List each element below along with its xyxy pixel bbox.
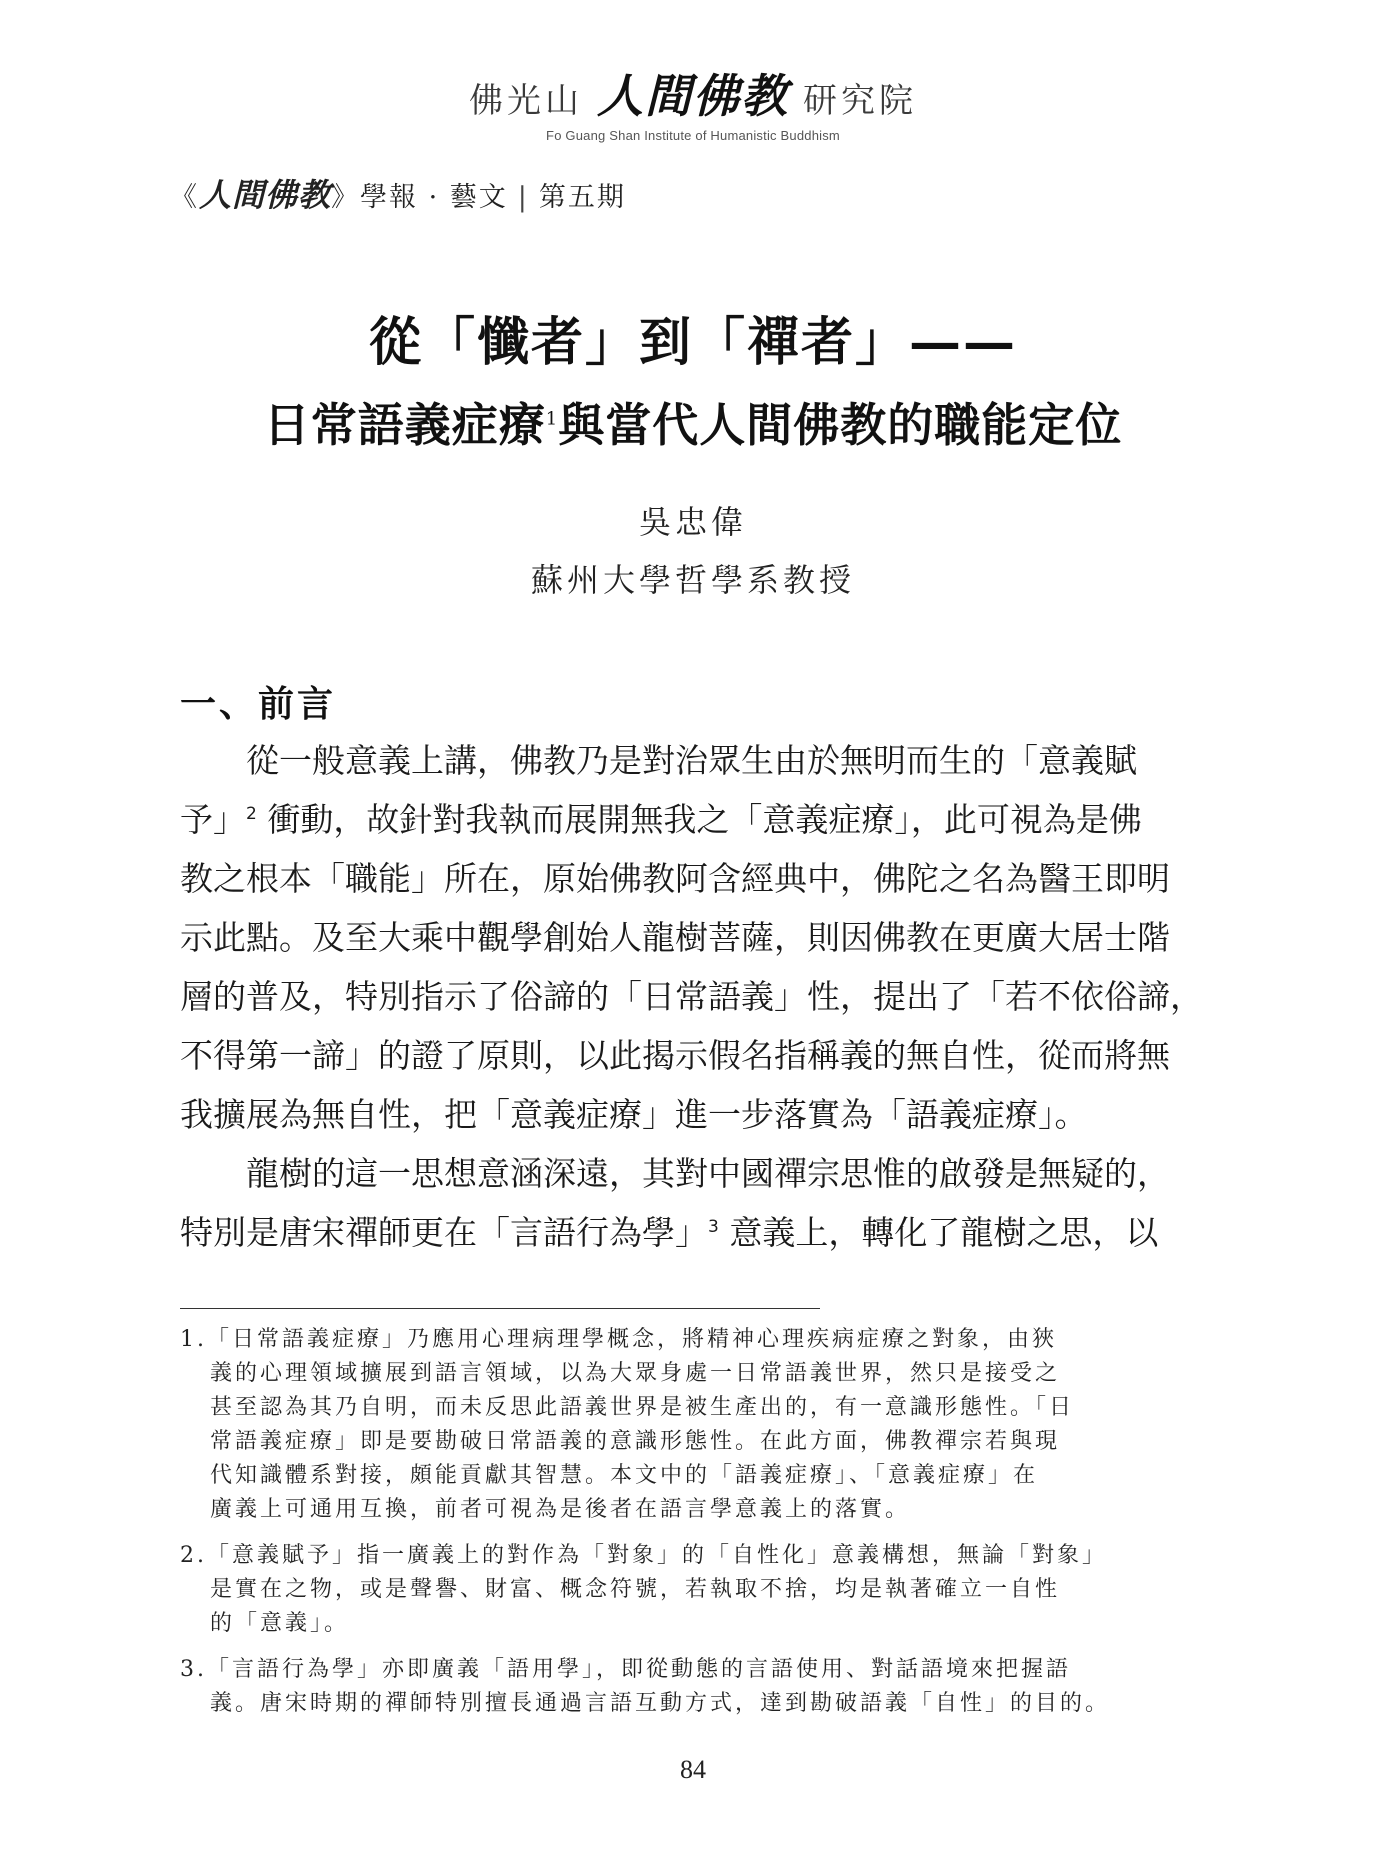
body-line: 特別是唐宋禪師更在「言語行為學」$^3$ 意義上，轉化了龍樹之思，以 <box>180 1213 1159 1252</box>
author-affiliation: 蘇州大學哲學系教授 <box>530 561 855 599</box>
body-line: 我擴展為無自性，把「意義症療」進一步落實為「語義症療」。 <box>180 1095 1088 1134</box>
article-title <box>0 300 1386 455</box>
issue-label: 第五期 <box>538 182 626 213</box>
title-main: 從「懺者」到「禪者」—— <box>368 312 1017 373</box>
footnote-line: 常語義症療」即是要勘破日常語義的意識形態性。在此方面，佛教禪宗若與現 <box>210 1429 1061 1454</box>
body-line: 層的普及，特別指示了俗諦的「日常語義」性，提出了「若不依俗諦， <box>180 977 1203 1016</box>
footnote-marker-1[interactable]: 1 <box>545 408 559 430</box>
body-line: 不得第一諦」的證了原則，以此揭示假名指稱義的無自性，從而將無 <box>180 1036 1170 1075</box>
footnote-line: 1.「日常語義症療」乃應用心理病理學概念，將精神心理疾病症療之對象，由狹 <box>180 1327 1057 1352</box>
footnote-line: 的「意義」。 <box>210 1611 350 1636</box>
body-line: 教之根本「職能」所在，原始佛教阿含經典中，佛陀之名為醫王即明 <box>180 859 1170 898</box>
institute-brand-line <box>469 60 917 126</box>
footnote-marker-3[interactable]: 3 <box>708 1217 719 1237</box>
running-open-bracket: 《 <box>170 182 199 213</box>
footnote-line: 義的心理領域擴展到語言領域，以為大眾身處一日常語義世界，然只是接受之 <box>210 1361 1061 1386</box>
running-close-bracket: 》 <box>331 182 361 213</box>
footnote-line: 義。唐宋時期的禪師特別擅長通過言語互動方式，達到勘破語義「自性」的目的。 <box>210 1691 1111 1716</box>
humanistic-buddhism-logo: 人間佛教 <box>597 69 789 123</box>
body-line: 予」$^2$ 衝動，故針對我執而展開無我之「意義症療」，此可視為是佛 <box>180 800 1142 839</box>
body-line: 從一般意義上講，佛教乃是對治眾生由於無明而生的「意義賦 <box>180 741 1137 780</box>
section-heading: 一、前言 <box>180 683 337 725</box>
brand-english-name: Fo Guang Shan Institute of Humanistic Buddhism <box>546 128 840 143</box>
footnote-line: 廣義上可通用互換，前者可視為是後者在語言學意義上的落實。 <box>210 1497 911 1522</box>
running-separator: | <box>517 182 529 213</box>
footnote-line: 是實在之物，或是聲譽、財富、概念符號，若執取不捨，均是執著確立一自性 <box>210 1577 1061 1602</box>
page-number: 84 <box>680 1755 706 1784</box>
brand-right-text: 研究院 <box>803 81 917 121</box>
body-line: 龍樹的這一思想意涵深遠，其對中國禪宗思惟的啟發是無疑的， <box>180 1154 1170 1193</box>
body-line: 示此點。及至大乘中觀學創始人龍樹菩薩，則因佛教在更廣大居士階 <box>180 918 1170 957</box>
footnote-marker-2[interactable]: 2 <box>246 804 257 824</box>
author-name: 吳忠偉 <box>638 503 747 541</box>
footnote-line: 代知識體系對接，頗能貢獻其智慧。本文中的「語義症療」、「意義症療」在 <box>210 1463 1039 1488</box>
footnote-line: 甚至認為其乃自明，而未反思此語義世界是被生產出的，有一意識形態性。「日 <box>210 1395 1075 1420</box>
journal-section: 學報 · 藝文 <box>360 182 508 213</box>
institute-header <box>0 60 1386 143</box>
footnote-line: 2.「意義賦予」指一廣義上的對作為「對象」的「自性化」意義構想，無論「對象」 <box>180 1543 1107 1568</box>
subtitle-part2: 與當代人間佛教的職能定位 <box>558 398 1123 452</box>
footnote-line: 3.「言語行為學」亦即廣義「語用學」，即從動態的言語使用、對話語境來把握語 <box>180 1657 1071 1682</box>
running-header <box>170 170 626 216</box>
subtitle-part1: 日常語義症療 <box>263 398 546 452</box>
journal-logo: 人間佛教 <box>199 176 332 214</box>
title-subtitle <box>0 389 1386 455</box>
footnote-divider <box>180 1308 820 1309</box>
brand-left-text: 佛光山 <box>469 81 583 121</box>
